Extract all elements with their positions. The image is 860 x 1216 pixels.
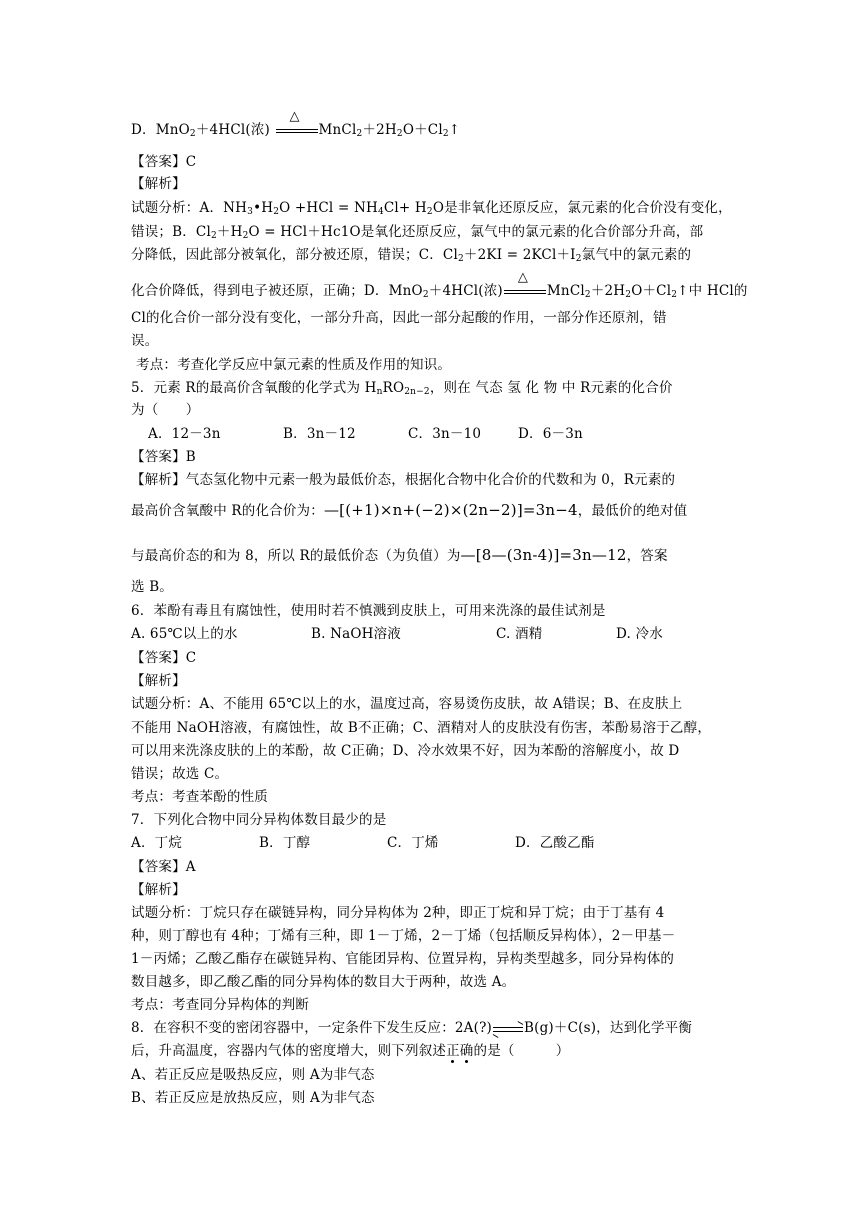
- formula: —[8—(3n-4)]=3n—12: [460, 546, 627, 564]
- heat-equals-sign: △: [276, 124, 318, 138]
- question-6-options: A. 65℃以上的水 B. NaOH溶液 C. 酒精 D. 冷水: [131, 626, 663, 642]
- question-5-options: A．12－3n B．3n－12 C．3n－10 D．6－3n: [148, 426, 583, 442]
- paragraph-line: 【解析】气态氢化物中元素一般为最低价态，根据化合物中化合价的代数和为 0，R元素的: [131, 472, 676, 488]
- paragraph-line: 种，则丁醇也有 4种；丁烯有三种，即 1－丁烯，2－丁烯（包括顺反异构体），2－甲基－: [131, 928, 676, 944]
- paragraph-line: 试题分析：丁烷只存在碳链异构，同分异构体为 2种，即正丁烷和异丁烷；由于丁基有 4: [131, 905, 665, 921]
- answer-label: 【答案】A: [131, 859, 196, 875]
- paragraph-line: 数目越多，即乙酸乙酯的同分异构体的数目大于两种，故选 A。: [131, 974, 516, 990]
- key-point: 考点：考查化学反应中氯元素的性质及作用的知识。: [136, 357, 452, 373]
- analysis-label: 【解析】: [131, 882, 186, 898]
- equilibrium-arrow-icon: [493, 1023, 523, 1035]
- key-point: 考点：考查同分异构体的判断: [131, 997, 310, 1013]
- paragraph-line: 化合价降低，得到电子被还原，正确；D．MnO$_2$＋4HCl(浓) △ $MnCl_2+2H_2O+Cl_2↑$中 HCl的: [131, 269, 748, 300]
- paragraph-line: 试题分析：A．$NH_3•H_2O +HCl = NH_4Cl+ H_2O$是非氧化还原反应，氯元素的化合价没有变化，: [131, 200, 732, 217]
- answer-label: 【答案】B: [131, 449, 196, 465]
- paragraph-line: 最高价含氧酸中 R的化合价为：—[(+1)×n+(−2)×(2n−2)]=3n−4，最低价的绝对值: [131, 501, 688, 519]
- paragraph-line: Cl的化合价一部分没有变化，一部分升高，因此一部分起酸的作用，一部分作还原剂，错: [131, 310, 667, 326]
- paragraph-line: 可以用来洗涤皮肤的上的苯酚，故 C正确；D、冷水效果不好，因为苯酚的溶解度小，故 D: [131, 743, 680, 759]
- question-8-tail: 后，升高温度，容器内气体的密度增大，则下列叙述正确 的是（ ）: [131, 1041, 731, 1061]
- paragraph-line: 不能用 NaOH溶液，有腐蚀性，故 B不正确；C、酒精对人的皮肤没有伤害，苯酚易溶于乙醇，: [131, 720, 712, 736]
- paragraph-line: 分降低，因此部分被氧化，部分被还原，错误；C．$Cl_2+2KI = 2KCl+I_2$氯气中的氯元素的: [131, 247, 692, 264]
- analysis-label: 【解析】: [131, 176, 186, 192]
- paragraph-line: 错误；B．$Cl_2+H_2O = HCl+Hc1O$是氧化还原反应，氯气中的氯元素的化合价部分升高，部: [131, 224, 704, 241]
- paragraph-line: 1－丙烯；乙酸乙酯存在碳链异构、官能团异构、位置异构，异构类型越多，同分异构体的: [131, 951, 675, 967]
- question-8-option-b: B、若正反应是放热反应，则 A为非气态: [131, 1090, 375, 1106]
- emphasis-dots: 正确: [446, 1043, 473, 1059]
- analysis-label: 【解析】: [131, 673, 186, 689]
- question-8: 8．在容积不变的密闭容器中，一定条件下发生反应：2A(?) B(g)＋C(s)，达到化学平衡: [131, 1020, 693, 1036]
- key-point: 考点：考查苯酚的性质: [131, 789, 268, 805]
- paragraph-line: 选 B。: [131, 579, 174, 595]
- paragraph-line: 错误；故选 C。: [131, 766, 229, 782]
- answer-label: 【答案】C: [131, 154, 197, 170]
- question-5: 5．元素 R的最高价含氧酸的化学式为 $H_nRO_{2n-2}$，则在 气态 氢 化 物 中 R元素的化合价: [131, 380, 673, 397]
- question-7-options: A．丁烷 B．丁醇 C．丁烯 D．乙酸乙酯: [131, 835, 595, 851]
- answer-label: 【答案】C: [131, 650, 197, 666]
- paragraph-line: 误。: [131, 333, 159, 349]
- option-d-equation: D．MnO$_2$＋4HCl(浓) △ $MnCl_2+2H_2O+Cl_2↑$: [131, 108, 461, 139]
- formula: —[(+1)×n+(−2)×(2n−2)]=3n−4: [323, 501, 578, 519]
- question-6: 6．苯酚有毒且有腐蚀性，使用时若不慎溅到皮肤上，可用来洗涤的最佳试剂是: [131, 603, 606, 619]
- heat-equals-sign: △: [504, 285, 546, 299]
- paragraph-line: 与最高价态的和为 8，所以 R的最低价态（为负值）为—[8—(3n-4)]=3n—12，答案: [131, 546, 668, 564]
- question-7: 7．下列化合物中同分异构体数目最少的是: [131, 812, 387, 828]
- question-8-option-a: A、若正反应是吸热反应，则 A为非气态: [131, 1067, 375, 1083]
- question-5-tail: 为（ ）: [131, 402, 200, 418]
- paragraph-line: 试题分析：A、不能用 65℃以上的水，温度过高，容易烫伤皮肤，故 A错误；B、在皮肤上: [131, 696, 683, 712]
